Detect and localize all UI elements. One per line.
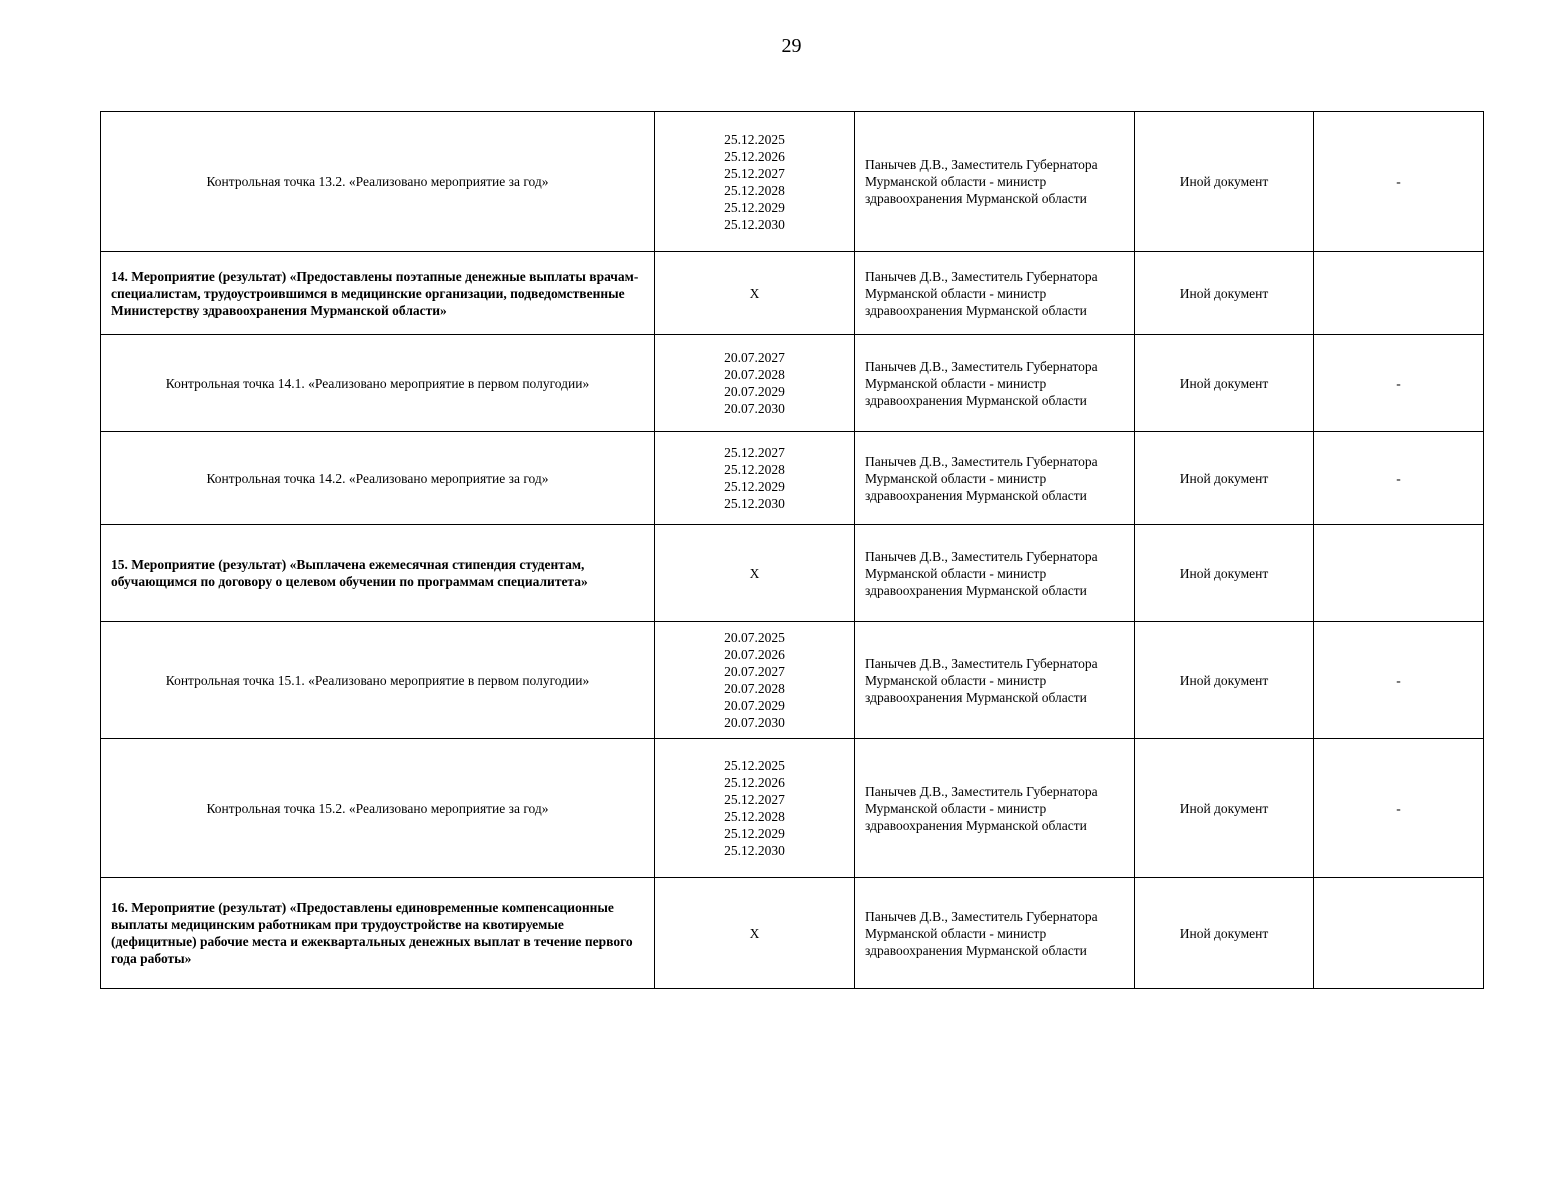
deadline-dates	[655, 622, 855, 739]
page-number: 29	[781, 35, 802, 57]
document-type: Иной документ	[1135, 622, 1314, 739]
deadline-mark: X	[655, 525, 855, 622]
date: 25.12.2030	[724, 843, 785, 858]
document-type: Иной документ	[1135, 252, 1314, 335]
deadline-mark: X	[655, 252, 855, 335]
responsible-person: Панычев Д.В., Заместитель Губернатора Мурманской области - министр здравоохранения Мурманской области	[855, 432, 1135, 525]
date: 25.12.2025	[724, 758, 785, 773]
deadline-mark: X	[655, 878, 855, 989]
responsible-person: Панычев Д.В., Заместитель Губернатора Мурманской области - министр здравоохранения Мурманской области	[855, 739, 1135, 878]
extra-info: -	[1314, 112, 1484, 252]
date: 25.12.2026	[724, 148, 785, 164]
date: 20.07.2027	[724, 664, 785, 679]
deadline-dates	[655, 739, 855, 878]
event-name: 15. Мероприятие (результат) «Выплачена ежемесячная стипендия студентам, обучающимся по договору о целевом обучении по программам специалитета»	[101, 525, 655, 622]
event-name: 14. Мероприятие (результат) «Предоставлены поэтапные денежные выплаты врачам-специалистам, трудоустроившимся в медицинские организации, подведомственные Министерству здравоохранения Мурманской области»	[101, 252, 655, 335]
date: 25.12.2027	[724, 792, 785, 807]
table-row	[101, 739, 1484, 878]
document-type: Иной документ	[1135, 335, 1314, 432]
date: 25.12.2029	[724, 479, 785, 494]
extra-info: -	[1314, 432, 1484, 525]
checkpoint-name: Контрольная точка 14.1. «Реализовано мероприятие в первом полугодии»	[101, 335, 655, 432]
responsible-person: Панычев Д.В., Заместитель Губернатора Мурманской области - министр здравоохранения Мурманской области	[855, 525, 1135, 622]
table-row	[101, 112, 1484, 252]
table-row	[101, 432, 1484, 525]
date: 25.12.2030	[724, 496, 785, 511]
date: 25.12.2027	[724, 165, 785, 181]
date: 20.07.2030	[724, 715, 785, 730]
responsible-person: Панычев Д.В., Заместитель Губернатора Мурманской области - министр здравоохранения Мурманской области	[855, 252, 1135, 335]
checkpoint-name: Контрольная точка 15.1. «Реализовано мероприятие в первом полугодии»	[101, 622, 655, 739]
date: 25.12.2028	[724, 809, 785, 824]
table-row	[101, 622, 1484, 739]
document-type: Иной документ	[1135, 739, 1314, 878]
deadline-dates	[655, 112, 855, 252]
deadline-dates	[655, 335, 855, 432]
date: 20.07.2028	[724, 367, 785, 382]
responsible-person: Панычев Д.В., Заместитель Губернатора Мурманской области - министр здравоохранения Мурманской области	[855, 112, 1135, 252]
table-row	[101, 335, 1484, 432]
date: 20.07.2025	[724, 630, 785, 645]
document-type: Иной документ	[1135, 112, 1314, 252]
responsible-person: Панычев Д.В., Заместитель Губернатора Мурманской области - министр здравоохранения Мурманской области	[855, 622, 1135, 739]
document-type: Иной документ	[1135, 525, 1314, 622]
table-row	[101, 878, 1484, 989]
extra-info: -	[1314, 622, 1484, 739]
date: 20.07.2027	[724, 350, 785, 365]
checkpoint-name: Контрольная точка 13.2. «Реализовано мероприятие за год»	[101, 112, 655, 252]
date: 20.07.2029	[724, 698, 785, 713]
checkpoint-name: Контрольная точка 15.2. «Реализовано мероприятие за год»	[101, 739, 655, 878]
deadline-dates	[655, 432, 855, 525]
date: 25.12.2029	[724, 826, 785, 841]
date: 20.07.2030	[724, 401, 785, 416]
event-name: 16. Мероприятие (результат) «Предоставлены единовременные компенсационные выплаты медицинским работникам при трудоустройстве на квотируемые (дефицитные) рабочие места и ежеквартальных денежных выплат в течение первого года работы»	[101, 878, 655, 989]
date: 25.12.2029	[724, 199, 785, 215]
date: 20.07.2028	[724, 681, 785, 696]
activities-table	[100, 111, 1484, 989]
extra-info	[1314, 878, 1484, 989]
date: 25.12.2030	[724, 216, 785, 232]
date: 20.07.2026	[724, 647, 785, 662]
checkpoint-name: Контрольная точка 14.2. «Реализовано мероприятие за год»	[101, 432, 655, 525]
extra-info	[1314, 525, 1484, 622]
responsible-person: Панычев Д.В., Заместитель Губернатора Мурманской области - министр здравоохранения Мурманской области	[855, 335, 1135, 432]
extra-info: -	[1314, 335, 1484, 432]
responsible-person: Панычев Д.В., Заместитель Губернатора Мурманской области - министр здравоохранения Мурманской области	[855, 878, 1135, 989]
extra-info: -	[1314, 739, 1484, 878]
date: 25.12.2025	[724, 131, 785, 147]
date: 25.12.2026	[724, 775, 785, 790]
document-type: Иной документ	[1135, 432, 1314, 525]
date: 25.12.2028	[724, 462, 785, 477]
table-row	[101, 252, 1484, 335]
extra-info	[1314, 252, 1484, 335]
table-row	[101, 525, 1484, 622]
date: 20.07.2029	[724, 384, 785, 399]
date: 25.12.2028	[724, 182, 785, 198]
date: 25.12.2027	[724, 445, 785, 460]
document-type: Иной документ	[1135, 878, 1314, 989]
